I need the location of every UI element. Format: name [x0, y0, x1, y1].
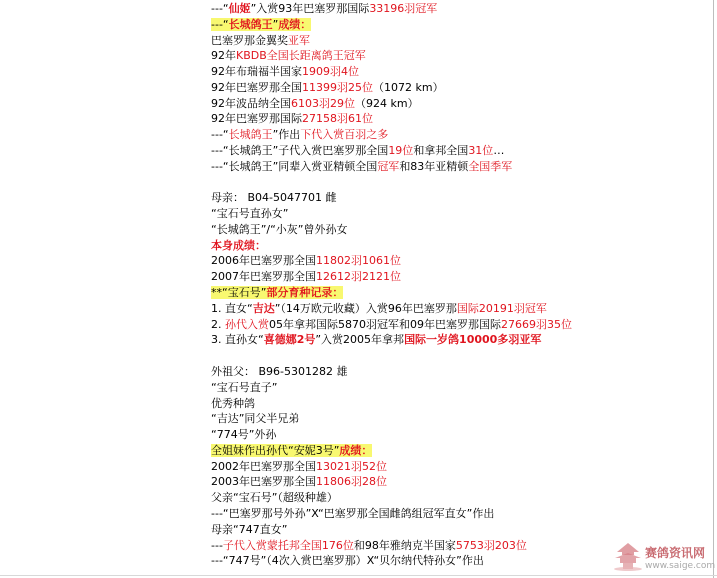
text-line: [211, 2, 437, 17]
text-segment: 92年波品纳全国: [211, 96, 291, 110]
text-segment: 冠军: [377, 159, 400, 173]
text-segment: 喜德娜2号: [263, 333, 316, 347]
text-segment: 2007年巴塞罗那全国: [211, 270, 316, 284]
text-segment: 和98年雅纳克半国家: [353, 538, 456, 552]
text-segment: 亚军: [288, 33, 310, 47]
text-line: [211, 460, 387, 475]
text-segment: 下代入赏百羽之多: [300, 128, 389, 142]
text-line: [211, 523, 287, 538]
text-segment: 2002年巴塞罗那全国: [211, 459, 316, 473]
text-line: [211, 160, 512, 175]
text-segment: 05年拿邦国际5870羽冠军和09年巴塞罗那国际: [269, 317, 501, 331]
text-segment: 吉达: [252, 301, 275, 315]
text-line: [211, 223, 348, 238]
text-line: [211, 207, 288, 222]
text-line: [211, 554, 484, 569]
text-segment: 巴塞罗那金翼奖: [211, 33, 288, 47]
text-segment: 成绩：: [339, 443, 373, 457]
text-line: [211, 65, 359, 80]
text-segment: 13021羽52位: [316, 459, 387, 473]
text-line: [211, 412, 299, 427]
text-line: [211, 539, 527, 554]
text-segment: ”入赏2005年拿邦: [315, 333, 405, 347]
text-segment: 11802羽1061位: [316, 254, 401, 268]
text-segment: 子代入赏蒙托邦全国176位: [222, 538, 354, 552]
text-segment: 母亲： B04-5047701 雌: [211, 191, 337, 205]
text-segment: ”: [272, 17, 279, 31]
text-segment: 国际20191羽冠军: [456, 301, 547, 315]
text-segment: “宝石号直子”: [211, 380, 278, 394]
text-segment: ”作出: [272, 128, 301, 142]
text-line: [211, 333, 541, 348]
text-segment: ---“: [211, 128, 229, 142]
text-line: [211, 475, 387, 490]
text-segment: ”（14万欧元收藏）入赏96年巴塞罗那: [274, 301, 457, 315]
text-line: [211, 270, 401, 285]
text-segment: 长城鸽王: [228, 17, 273, 31]
text-line: [211, 18, 311, 33]
text-segment: ---“: [211, 17, 229, 31]
text-segment: ---: [211, 538, 223, 552]
text-line: [211, 191, 337, 206]
text-segment: 92年: [211, 49, 236, 63]
text-line: [211, 491, 338, 506]
text-segment: 全国季军: [468, 159, 513, 173]
text-line: [211, 144, 504, 159]
text-segment: 19位: [388, 144, 414, 158]
text-segment: 5753羽203位: [455, 538, 527, 552]
text-segment: 仙姬: [228, 2, 251, 15]
text-line: [211, 34, 310, 49]
text-segment: 27158羽61位: [302, 112, 373, 126]
watermark: [612, 541, 714, 575]
text-segment: 孙代入赏: [225, 317, 269, 331]
text-segment: **“宝石号”: [211, 286, 267, 300]
text-line: [211, 365, 348, 380]
text-line: [211, 254, 401, 269]
text-segment: 部分育种记录：: [266, 286, 344, 300]
text-segment: 3. 直孙女“: [211, 333, 264, 347]
text-segment: （1072 km）: [373, 80, 444, 94]
pagoda-logo-icon: [612, 541, 644, 571]
text-segment: 27669羽35位: [501, 317, 572, 331]
watermark-site-name: 赛鸽资讯网: [645, 546, 706, 560]
text-segment: 2006年巴塞罗那全国: [211, 254, 316, 268]
text-segment: 12612羽2121位: [316, 270, 401, 284]
text-segment: ---“: [211, 2, 229, 15]
text-segment: 外祖父： B96-5301282 雄: [211, 364, 348, 378]
text-line: [211, 97, 419, 112]
text-segment: 31位: [468, 144, 494, 158]
text-segment: ---“长城鸽王”子代入赏巴塞罗那全国: [211, 144, 389, 158]
text-segment: 92年巴塞罗那国际: [211, 112, 302, 126]
text-segment: ---“747号”（4次入赏巴塞罗那）X“贝尔纳代特孙女”作出: [211, 554, 484, 568]
text-line: [211, 444, 372, 459]
text-line: [211, 49, 366, 64]
text-line: [211, 397, 255, 412]
text-segment: “774号”外孙: [211, 428, 277, 442]
text-segment: “宝石号直孙女”: [211, 207, 289, 221]
text-line: [211, 112, 373, 127]
text-segment: …: [493, 144, 505, 158]
text-segment: 6103羽29位: [291, 96, 355, 110]
bottom-edge: [0, 575, 717, 576]
text-segment: ”入赏93年巴塞罗那国际: [250, 2, 370, 15]
text-segment: 和83年亚精顿: [399, 159, 469, 173]
text-segment: 长城鸽王: [228, 128, 273, 142]
text-segment: 92年巴塞罗那全国: [211, 80, 302, 94]
text-line: [211, 81, 444, 96]
text-segment: 11399羽25位: [302, 80, 373, 94]
text-segment: 1909羽4位: [302, 65, 359, 79]
text-segment: 优秀种鸽: [211, 396, 255, 410]
text-segment: KBDB全国长距离鸽王冠军: [236, 49, 366, 63]
text-line: [211, 239, 266, 254]
text-segment: ---“巴塞罗那号外孙”X“巴塞罗那全国雌鸽组冠军直女”作出: [211, 506, 495, 520]
scrollbar-edge: [713, 0, 714, 578]
text-segment: 1. 直女“: [211, 301, 253, 315]
text-segment: “长城鸽王”/“小灰”曾外孙女: [211, 222, 348, 236]
text-segment: 母亲“747直女”: [211, 522, 288, 536]
text-segment: 本身成绩：: [211, 238, 266, 252]
watermark-url: www.saige.com: [645, 561, 716, 571]
text-line: [211, 381, 277, 396]
text-segment: 92年布瑞福半国家: [211, 65, 302, 79]
text-segment: ---“长城鸽王”同辈入赏亚精顿全国: [211, 159, 378, 173]
text-line: [211, 128, 388, 143]
text-line: [211, 507, 494, 522]
text-segment: 成绩：: [278, 17, 312, 31]
text-segment: 2.: [211, 317, 225, 331]
text-line: [211, 428, 276, 443]
text-line: [211, 318, 572, 333]
text-segment: 2003年巴塞罗那全国: [211, 475, 316, 489]
text-segment: 国际一岁鸽10000多羽亚军: [404, 333, 542, 347]
text-line: [211, 286, 343, 301]
text-segment: “吉达”同父半兄弟: [211, 412, 300, 426]
text-line: [211, 302, 547, 317]
text-segment: 父亲“宝石号”（超级种雄）: [211, 491, 338, 505]
text-segment: 和拿邦全国: [413, 144, 469, 158]
text-segment: （924 km）: [355, 96, 419, 110]
text-segment: 11806羽28位: [316, 475, 387, 489]
text-segment: 全姐妹作出孙代“安妮3号”: [211, 443, 340, 457]
text-segment: 33196羽冠军: [369, 2, 438, 15]
